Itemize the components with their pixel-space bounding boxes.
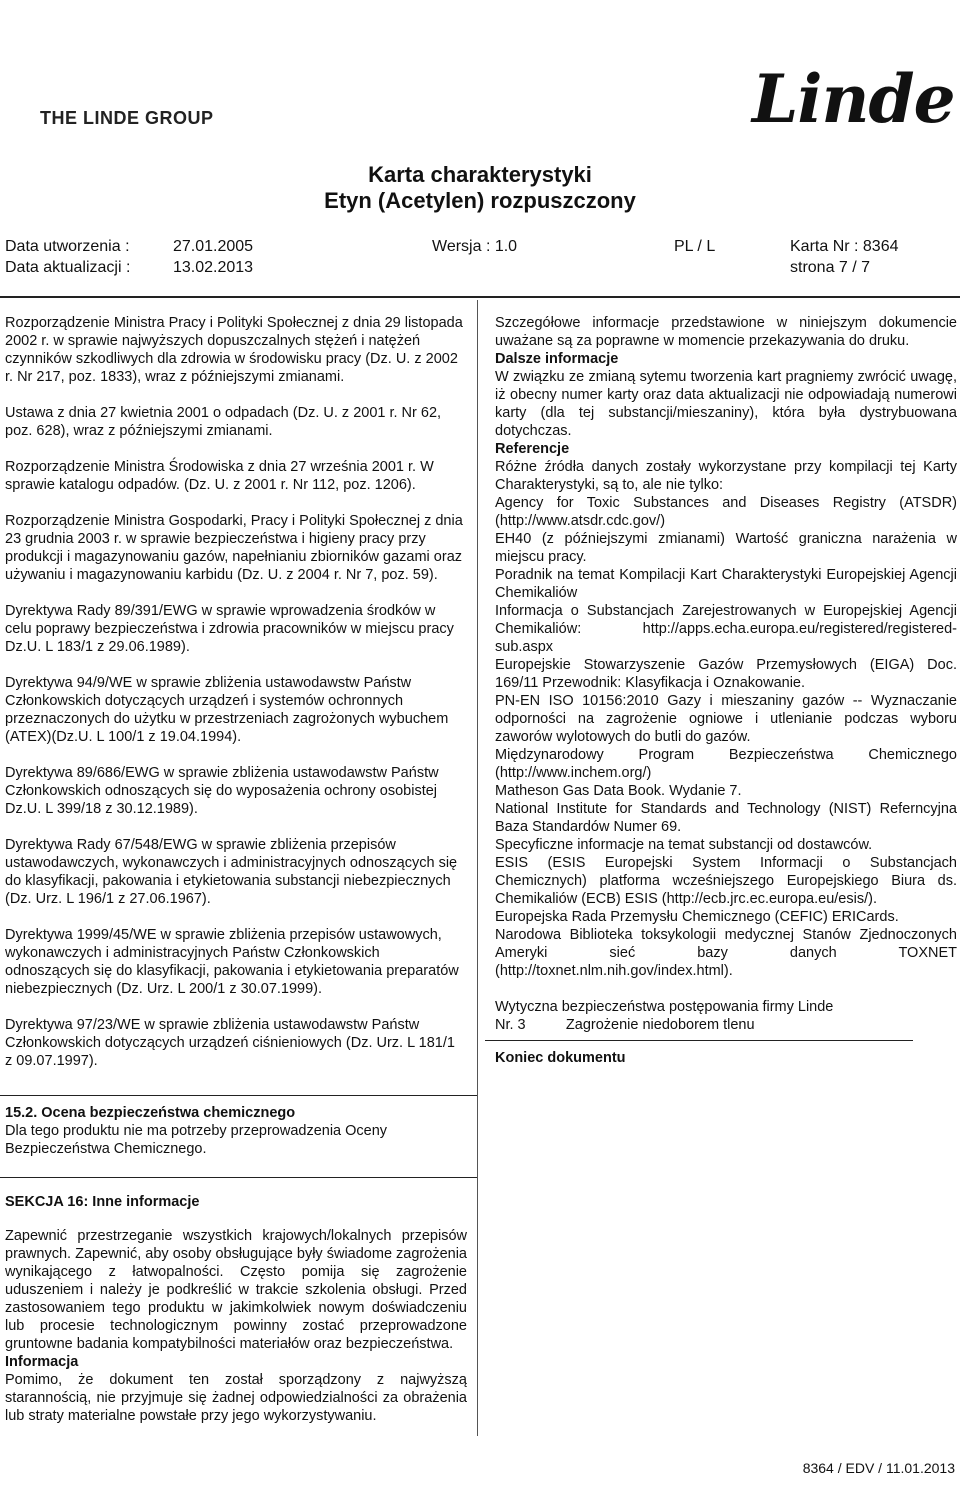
reference-item: EH40 (z późniejszymi zmianami) Wartość graniczna narażenia w miejscu pracy. (495, 531, 957, 565)
created-value: 27.01.2005 (173, 238, 254, 255)
linde-group-logo-text: THE LINDE GROUP (40, 108, 214, 128)
legislation-item: Dyrektywa Rady 67/548/EWG w sprawie zbliżenia przepisów ustawodawczych, wykonawczych i administracyjnych odnoszących się do klasyfikacji, pakowania i etykietowania substancji niebezpiecznych (Dz. Urz. L 196/1 z 27.06.1967). (5, 837, 458, 907)
reference-item: Poradnik na temat Kompilacji Kart Charakterystyki Europejskiej Agencji Chemikaliów (495, 567, 957, 601)
section-16-body (5, 1227, 467, 1425)
section-divider (0, 1095, 477, 1096)
legislation-item: Rozporządzenie Ministra Gospodarki, Pracy i Polityki Społecznej z dnia 23 grudnia 2003 r. w sprawie bezpieczeństwa i higieny pracy przy produkcji i magazynowaniu gazów, napełnianiu zbiorników gazami oraz używaniu i magazynowaniu karbidu (Dz. U. z 2004 r. Nr 7, poz. 59). (5, 513, 463, 583)
legislation-item: Rozporządzenie Ministra Pracy i Polityki Społecznej z dnia 29 listopada 2002 r. w sprawie najwyższych dopuszczalnych stężeń i natężeń czynników szkodliwych dla zdrowia w środowisku pracy (Dz. U. z 2002 r. Nr 217, poz. 1833), wraz z późniejszymi zmianami. (5, 315, 463, 385)
legislation-list (5, 314, 465, 1088)
accuracy-note: Szczegółowe informacje przedstawione w niniejszym dokumencie uważane są za poprawne w momencie przekazywania do druku. (495, 315, 957, 349)
document-title: Karta charakterystyki (368, 162, 592, 187)
version: Wersja : 1.0 (432, 238, 518, 255)
section-16-text: Zapewnić przestrzeganie wszystkich krajowych/lokalnych przepisów prawnych. Zapewnić, aby osoby obsługujące były świadome zagrożenia wynikającego z łatwopalności. Często pomija się zagrożenie uduszeniem i należy je podkreślić w trakcie szkolenia obsługi. Przed zastosowaniem tego produktu w jakimkolwiek nowym doświadczeniu lub procesie technologicznym powinny zostać przeprowadzone gruntowne badania kompatybilności materiałów oraz bezpieczeństwa. (5, 1228, 467, 1352)
reference-item: Różne źródła danych zostały wykorzystane przy kompilacji tej Karty Charakterystyki, są to, ale nie tylko: (495, 459, 957, 493)
legislation-item: Dyrektywa 94/9/WE w sprawie zbliżenia ustawodawstw Państw Członkowskich dotyczących urządzeń i systemów ochronnych przeznaczonych do użytku w przestrzeniach zagrożonych wybuchem (ATEX)(Dz.U. L 100/1 z 19.04.1994). (5, 675, 449, 745)
column-divider (477, 300, 478, 1436)
reference-item: Informacja o Substancjach Zarejestrowanych w Europejskiej Agencji Chemikaliów: http://apps.echa.europa.eu/registered/registered-sub.aspx (495, 603, 957, 655)
updated-value: 13.02.2013 (173, 259, 254, 276)
reference-item: Europejskie Stowarzyszenie Gazów Przemysłowych (EIGA) Doc. 169/11 Przewodnik: Klasyfikacja i Oznakowanie. (495, 657, 957, 691)
section-15-2 (5, 1104, 467, 1158)
legislation-item: Ustawa z dnia 27 kwietnia 2001 o odpadach (Dz. U. z 2001 r. Nr 62, poz. 628), wraz z późniejszymi zmianami. (5, 405, 442, 439)
disclaimer-text: Pomimo, że dokument ten został sporządzony z najwyższą starannością, nie przyjmuje się żadnej odpowiedzialności za obrażenia lub straty materialne powstałe przy jego wykorzystywaniu. (5, 1372, 467, 1424)
linde-logo: Linde (752, 60, 955, 138)
legislation-item: Dyrektywa 97/23/WE w sprawie zbliżenia ustawodawstw Państw Członkowskich dotyczących urządzeń ciśnieniowych (Dz. Urz. L 181/1 z 09.07.1997). (5, 1017, 455, 1069)
section-15-2-heading: 15.2. Ocena bezpieczeństwa chemicznego (5, 1105, 296, 1121)
page-number: strona 7 / 7 (790, 259, 871, 276)
reference-item: Narodowa Biblioteka toksykologii medycznej Stanów Zjednoczonych Ameryki sieć bazy danych TOXNET (http://toxnet.nlm.nih.gov/index.html). (495, 927, 957, 979)
reference-item: National Institute for Standards and Technology (NIST) Referncyjna Baza Standardów Numer 69. (495, 801, 957, 835)
country-code: PL / L (674, 238, 716, 255)
legislation-item: Dyrektywa 89/686/EWG w sprawie zbliżenia ustawodawstw Państw Członkowskich odnoszących się do wyposażenia ochrony osobistej Dz.U. L 399/18 z 30.12.1989). (5, 765, 439, 817)
end-divider (485, 1040, 913, 1041)
legislation-item: Rozporządzenie Ministra Środowiska z dnia 27 września 2001 r. W sprawie katalogu odpadów. (Dz. U. z 2001 r. Nr 112, poz. 1206). (5, 459, 434, 493)
reference-item: PN-EN ISO 10156:2010 Gazy i mieszaniny gazów -- Wyznaczanie odporności na zagrożenie ogniowe i utlenianie podczas wyboru zaworów wylotowych do butli do gazów. (495, 693, 957, 745)
references-heading: Referencje (495, 441, 570, 457)
reference-item: Europejska Rada Przemysłu Chemicznego (CEFIC) ERICards. (495, 909, 899, 925)
additional-info-column (495, 314, 957, 1034)
created-label: Data utworzenia : (5, 238, 130, 255)
product-name: Etyn (Acetylen) rozpuszczony (324, 188, 636, 213)
legislation-item: Dyrektywa 1999/45/WE w sprawie zbliżenia przepisów ustawowych, wykonawczych i administracyjnych Państw Członkowskich odnoszących się do klasyfikacji, pakowania i etykietowania preparatów niebezpiecznych (Dz. Urz. L 200/1 z 30.07.1999). (5, 927, 459, 997)
updated-label: Data aktualizacji : (5, 259, 131, 276)
guideline-title: Wytyczna bezpieczeństwa postępowania firmy Linde (495, 999, 834, 1015)
further-info-text: W związku ze zmianą sytemu tworzenia kart pragniemy zwrócić uwagę, iż obecny numer karty oraz data aktualizacji nie odpowiadają numerowi karty (dla tej substancji/mieszaniny), która była dystrybuowana dotychczas. (495, 369, 957, 439)
further-info-heading: Dalsze informacje (495, 351, 619, 367)
legislation-item: Dyrektywa Rady 89/391/EWG w sprawie wprowadzenia środków w celu poprawy bezpieczeństwa i zdrowia pracowników w miejscu pracy Dz.U. L 183/1 z 29.06.1989). (5, 603, 454, 655)
footer-reference: 8364 / EDV / 11.01.2013 (802, 1460, 955, 1476)
header-divider (0, 296, 960, 298)
section-15-2-text: Dla tego produktu nie ma potrzeby przeprowadzenia Oceny Bezpieczeństwa Chemicznego. (5, 1123, 388, 1157)
section-16-heading: SEKCJA 16: Inne informacje (5, 1194, 200, 1210)
end-of-document: Koniec dokumentu (495, 1050, 626, 1066)
reference-item: Matheson Gas Data Book. Wydanie 7. (495, 783, 742, 799)
guideline-number: Nr. 3 Zagrożenie niedoborem tlenu (495, 1017, 755, 1033)
reference-item: ESIS (ESIS Europejski System Informacji o Substancjach Chemicznych) platforma wcześniejszego Europejskiego Biura ds. Chemikaliów (ECB) ESIS (http://ecb.jrc.ec.europa.eu/esis/). (495, 855, 957, 907)
card-number: Karta Nr : 8364 (790, 238, 899, 255)
reference-item: Międzynarodowy Program Bezpieczeństwa Chemicznego (http://www.inchem.org/) (495, 747, 957, 781)
section-divider (0, 1177, 477, 1178)
reference-item: Agency for Toxic Substances and Diseases Registry (ATSDR) (http://www.atsdr.cdc.gov/) (495, 495, 957, 529)
info-heading: Informacja (5, 1354, 79, 1370)
reference-item: Specyficzne informacje na temat substancji od dostawców. (495, 837, 873, 853)
